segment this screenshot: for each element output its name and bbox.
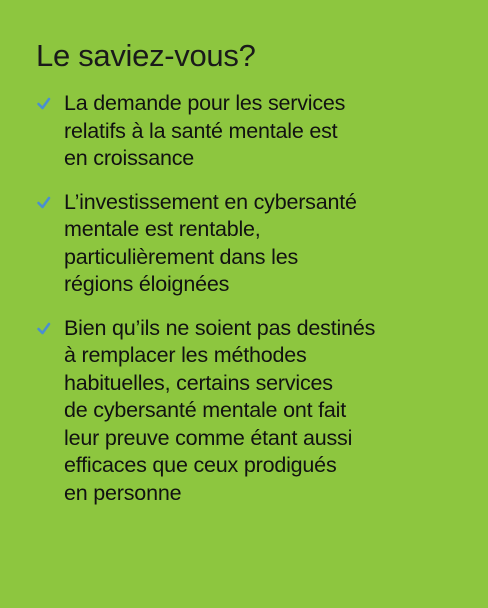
list-item bbox=[36, 90, 468, 173]
list-item-text: Bien qu’ils ne soient pas destinés à remplacer les méthodes habituelles, certains services de cybersanté mentale ont fait leur preuve comme étant aussi efficaces que ceux prodigués en personne bbox=[64, 315, 376, 505]
list-item-text: La demande pour les services relatifs à la santé mentale est en croissance bbox=[64, 91, 346, 170]
list-item-text: L’investissement en cybersanté mentale est rentable, particulièrement dans les régions éloignées bbox=[64, 189, 357, 296]
list-item bbox=[36, 189, 468, 299]
check-mark-icon bbox=[36, 93, 52, 113]
panel-title: Le saviez-vous? bbox=[36, 38, 256, 73]
list-item bbox=[36, 315, 468, 508]
fact-list bbox=[36, 90, 468, 507]
check-mark-icon bbox=[36, 192, 52, 212]
check-mark-icon bbox=[36, 318, 52, 338]
